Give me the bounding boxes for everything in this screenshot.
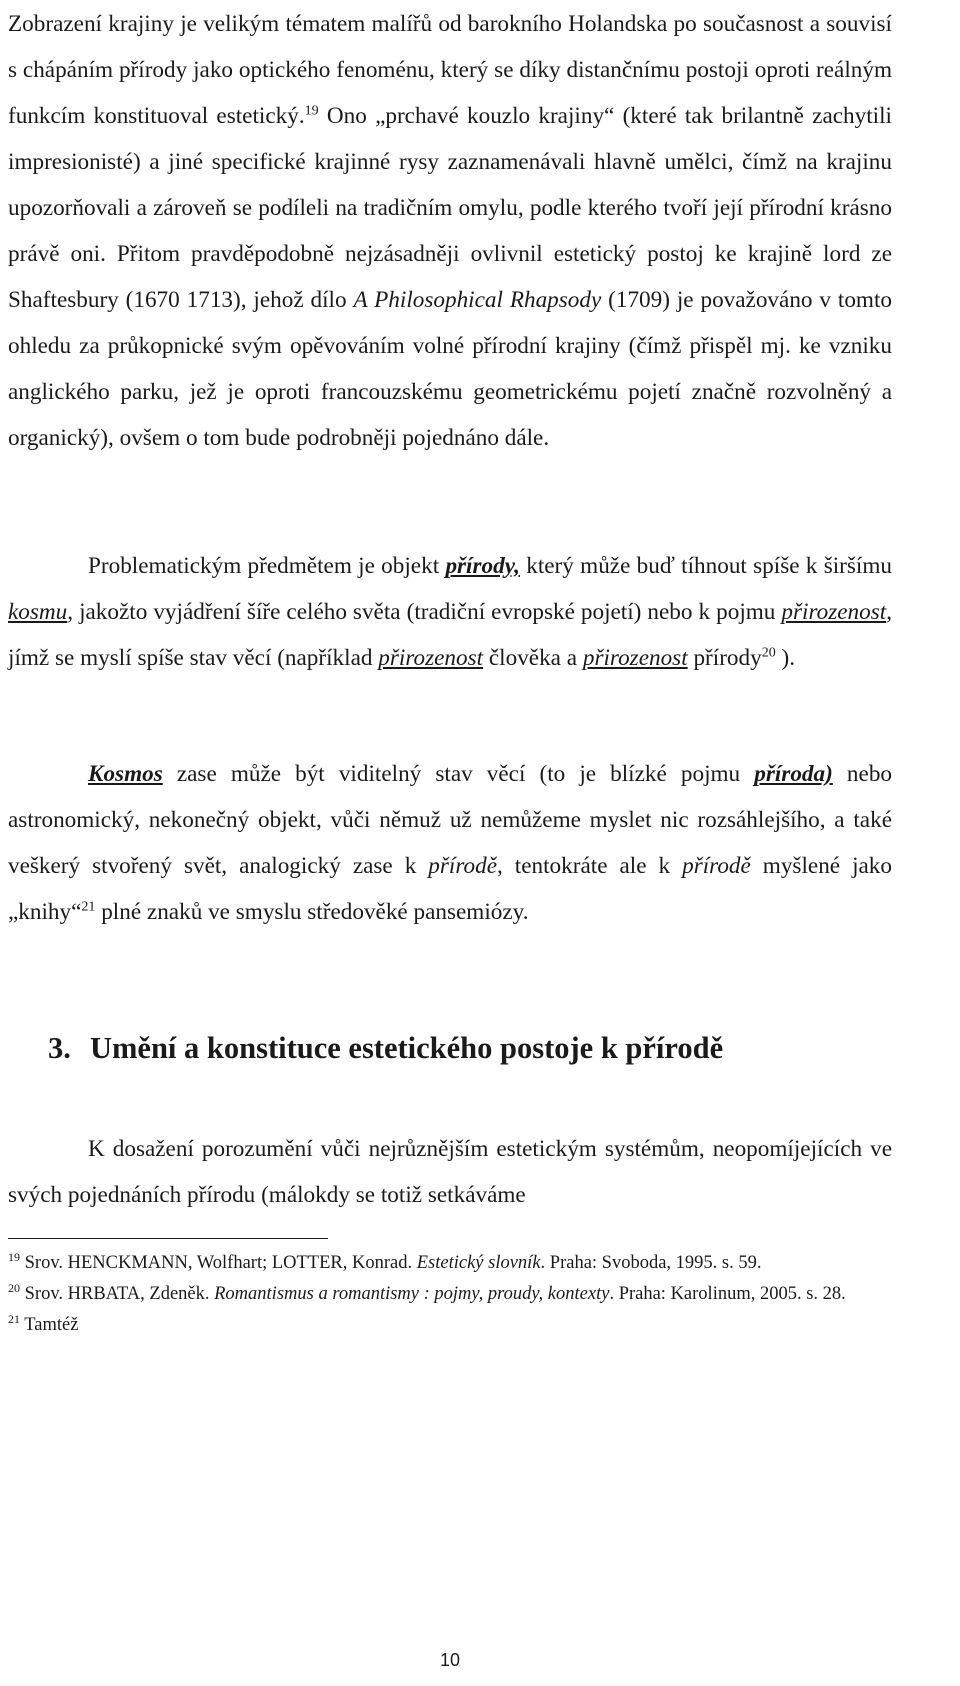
paragraph-landscape: [8, 1, 892, 461]
paragraph-text: přírody: [687, 645, 762, 671]
footnote-number: 19: [8, 1249, 20, 1264]
term-emphasis: přirozenost: [378, 645, 484, 671]
paragraph-text: nebo astronomický, nekonečný objekt, vůči němuž už nemůžeme myslet nic rozsáhlejšího, a také veškerý stvořený svět, analogický zase k: [8, 761, 893, 879]
paragraph-text: Ono „prchavé kouzlo krajiny“ (které tak brilantně zachytili impresionisté) a jiné specifické krajinné rysy zaznamenávali hlavně umělci, čímž na krajinu upozorňovali a zároveň se podíleli na tradičním omylu, podle kterého tvoří její přírodní krásno právě oni. Přitom pravděpodobně nejzásadněji ovlivnil estetický postoj ke krajině lord ze Shaftesbury (1670 1713), jehož dílo: [8, 103, 892, 313]
footnote-number: 21: [8, 1311, 20, 1326]
paragraph-text: plné znaků ve smyslu středověké pansemiózy.: [95, 899, 529, 925]
term-emphasis: přirozenost: [582, 645, 688, 671]
footnote: [8, 1248, 892, 1279]
paragraph-text: ).: [775, 645, 796, 671]
section-heading: [48, 1028, 888, 1068]
term-emphasis: přírodě: [682, 853, 751, 879]
term-emphasis: přirozenost: [781, 599, 887, 625]
paragraph-text: člověka a: [483, 645, 583, 671]
section-number: 3.: [48, 1031, 71, 1065]
paragraph-text: , tentokráte ale k: [497, 853, 683, 879]
cited-title: Romantismus a romantismy : pojmy, proudy, kontexty: [214, 1284, 610, 1304]
page-number: 10: [439, 1650, 461, 1670]
document-page: [8, 0, 892, 1686]
work-title: A Philosophical Rhapsody: [353, 287, 602, 313]
footnote-reference[interactable]: 19: [304, 103, 319, 119]
footnotes: [8, 1248, 892, 1341]
paragraph-text: , jímž se myslí spíše stav věcí (například: [8, 599, 892, 671]
paragraph-text: který může buď tíhnout spíše k širšímu: [519, 553, 892, 579]
term-emphasis: příroda): [754, 761, 833, 787]
paragraph-kosmos: [8, 751, 892, 935]
section-title: Umění a konstituce estetického postoje k přírodě: [90, 1031, 724, 1065]
paragraph-text: Problematickým předmětem je objekt: [88, 553, 446, 579]
footnote-text: . Praha: Svoboda, 1995. s. 59.: [540, 1253, 762, 1273]
footnote-separator: [8, 1238, 328, 1239]
footnote-text: . Praha: Karolinum, 2005. s. 28.: [609, 1284, 846, 1304]
term-emphasis: přírodě: [428, 853, 497, 879]
paragraph-text: zase může být viditelný stav věcí (to je blízké pojmu: [162, 761, 755, 787]
term-emphasis: Kosmos: [88, 761, 163, 787]
footnote-reference[interactable]: 21: [81, 899, 96, 915]
paragraph-text: , jakožto vyjádření šíře celého světa (tradiční evropské pojetí) nebo k pojmu: [67, 599, 782, 625]
footnote-text: Srov. HRBATA, Zdeněk.: [20, 1284, 215, 1304]
footnote-text: Srov. HENCKMANN, Wolfhart; LOTTER, Konrad.: [20, 1253, 417, 1273]
paragraph-aesthetic-systems: [8, 1126, 892, 1218]
paragraph-text: K dosažení porozumění vůči nejrůznějším estetickým systémům, neopomíjejících ve svých pojednáních přírodu (málokdy se totiž setkáváme: [8, 1136, 892, 1208]
paragraph-text: (1709) je považováno v tomto ohledu za průkopnické svým opěvováním volné přírodní krajiny (čímž přispěl mj. ke vzniku anglického parku, jež je oproti francouzskému geometrickému pojetí značně rozvolněný a organický), ovšem o tom bude podrobněji pojednáno dále.: [8, 287, 892, 451]
cited-title: Estetický slovník: [416, 1253, 541, 1273]
footnote: [8, 1310, 892, 1341]
footnote-number: 20: [8, 1280, 20, 1295]
paragraph-nature-concept: [8, 543, 892, 681]
paragraph-text: Zobrazení krajiny je velikým tématem malířů od barokního Holandska po současnost a souvisí s chápáním přírody jako optického fenoménu, který se díky distančnímu postoji oproti reálným funkcím konstituoval estetický.: [8, 11, 892, 129]
term-emphasis: kosmu: [8, 599, 68, 625]
footnote: [8, 1279, 892, 1310]
term-emphasis: přírody,: [445, 553, 520, 579]
footnote-text: Tamtéž: [20, 1315, 79, 1335]
paragraph-text: myšlené jako „knihy“: [8, 853, 892, 925]
footnote-reference[interactable]: 20: [761, 645, 776, 661]
